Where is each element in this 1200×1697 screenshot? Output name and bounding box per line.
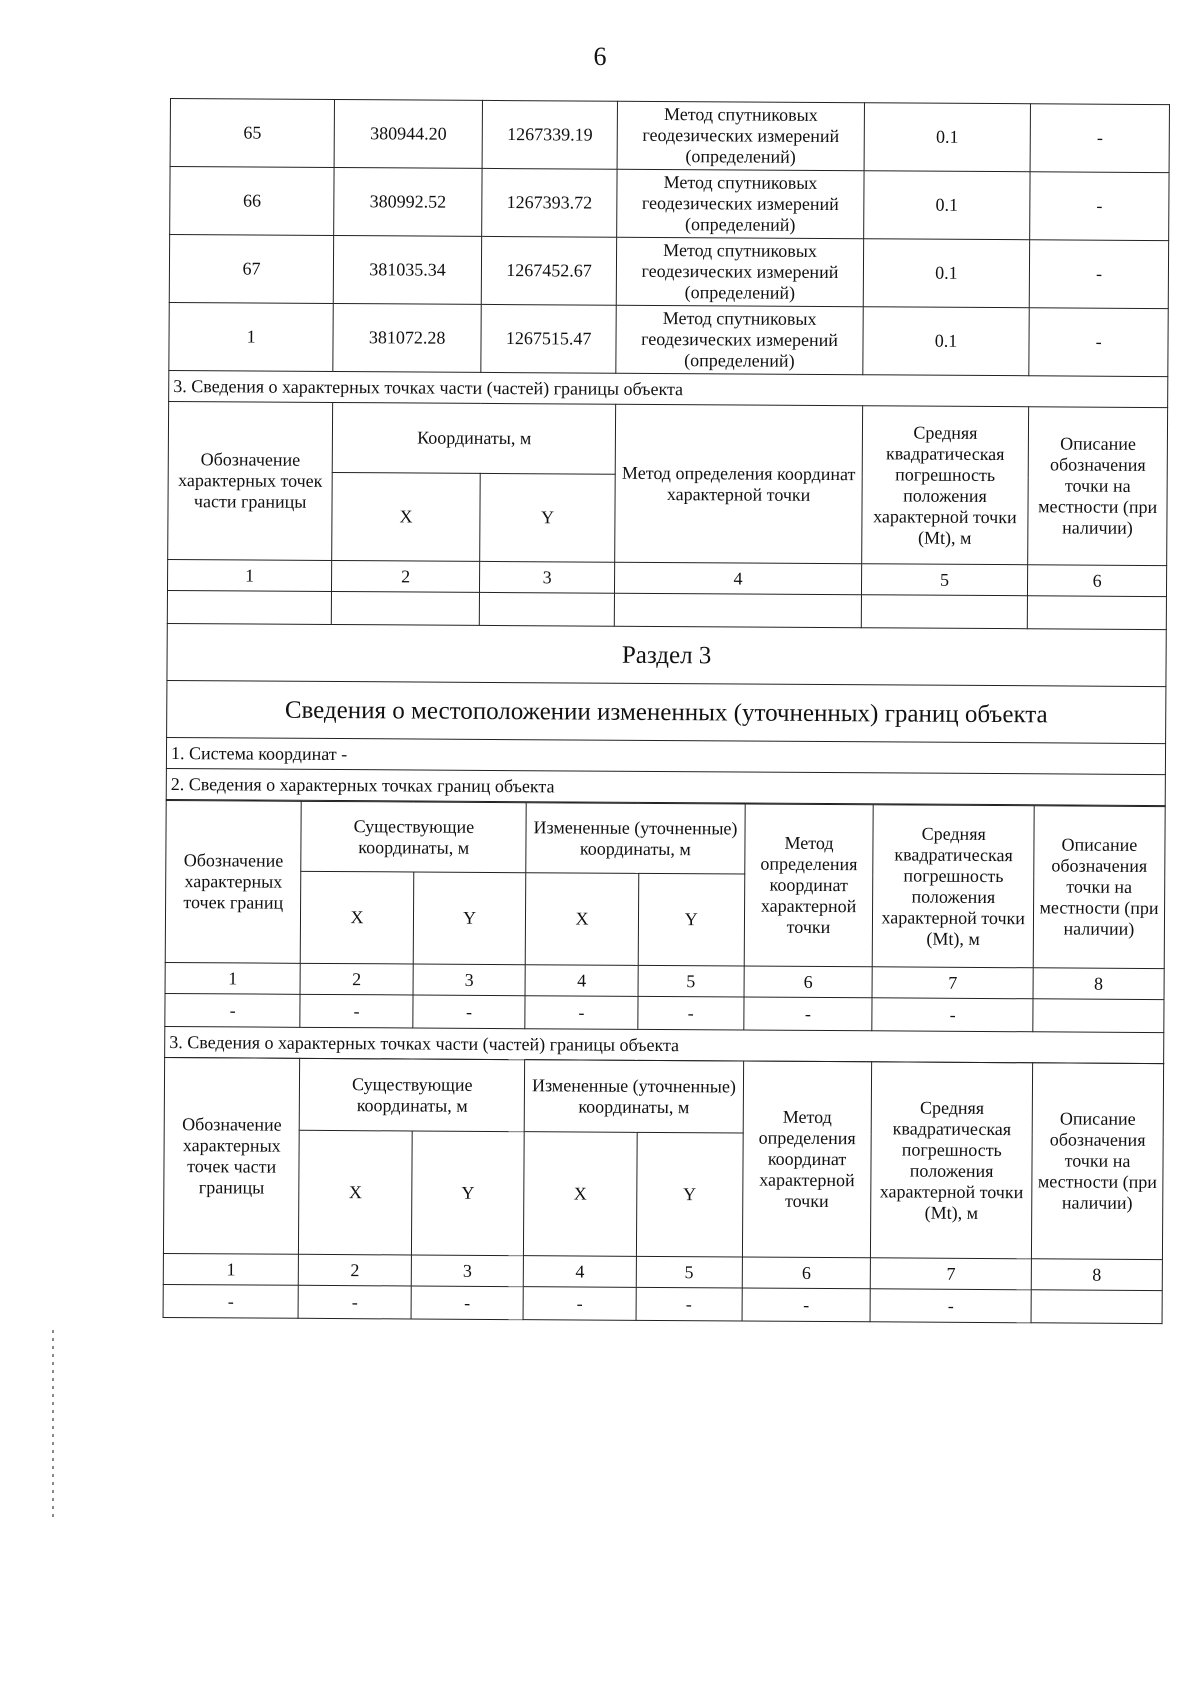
column-number: 1 — [163, 1253, 299, 1285]
header-x: X — [301, 871, 414, 964]
cell: - — [638, 996, 744, 1030]
column-number: 4 — [615, 562, 862, 595]
section-subheading-row — [167, 680, 1166, 743]
header-designation: Обозначение характерных точек части границы — [163, 1057, 300, 1254]
table-row — [163, 1284, 1162, 1323]
coord-x: 381035.34 — [334, 236, 482, 305]
empty-cell — [861, 595, 1028, 629]
method: Метод спутниковых геодезических измерений (определений) — [617, 237, 864, 307]
cell: - — [163, 1284, 299, 1318]
header-y: Y — [636, 1132, 743, 1257]
coord-y: 1267452.67 — [481, 236, 617, 305]
header-designation: Обозначение характерных точек границ — [165, 800, 301, 963]
header-existing-coords: Существующие координаты, м — [300, 1058, 525, 1131]
header-x: X — [524, 1132, 637, 1257]
coord-system: 1. Система координат - — [166, 737, 1165, 774]
cell: - — [300, 994, 413, 1028]
mt-value: 0.1 — [863, 307, 1030, 376]
header-description: Описание обозначения точки на местности (при наличии) — [1031, 1063, 1163, 1260]
header-method: Метод определения координат характерной точки — [615, 404, 862, 564]
column-number: 6 — [744, 966, 873, 998]
cell: - — [298, 1285, 411, 1319]
column-number: 4 — [524, 1256, 637, 1288]
document-sheet — [163, 98, 1170, 1324]
header-x: X — [526, 873, 639, 966]
description: - — [1030, 104, 1169, 173]
table-row — [170, 167, 1169, 241]
empty-cell — [615, 593, 862, 628]
scan-edge-mark — [52, 1330, 54, 1520]
coord-y: 1267393.72 — [482, 168, 618, 237]
description: - — [1029, 308, 1168, 377]
cell: - — [872, 998, 1033, 1032]
column-number: 3 — [411, 1255, 524, 1287]
description: - — [1029, 240, 1168, 309]
column-number: 7 — [872, 967, 1033, 999]
mt-value: 0.1 — [863, 171, 1030, 240]
header-description: Описание обозначения точки на местности (при наличии) — [1033, 806, 1165, 969]
point-id: 1 — [169, 302, 334, 371]
section3-heading — [166, 624, 1167, 806]
table-row — [167, 590, 1166, 629]
cell: - — [636, 1287, 742, 1321]
cell: - — [871, 1289, 1032, 1323]
method: Метод спутниковых геодезических измерений (определений) — [616, 305, 863, 375]
table-row — [170, 99, 1169, 173]
cell — [1031, 1290, 1162, 1324]
table-row — [169, 302, 1168, 376]
section-title: 3. Сведения о характерных точках части (частей) границы объекта — [165, 1026, 1164, 1063]
point-id: 65 — [170, 99, 335, 168]
header-x: X — [332, 472, 480, 561]
column-number: 6 — [1028, 565, 1167, 597]
cell: - — [743, 997, 872, 1031]
cell: - — [411, 1286, 524, 1320]
header-coords: Координаты, м — [332, 403, 615, 475]
header-row — [168, 401, 1167, 477]
cell: - — [523, 1287, 636, 1321]
column-number: 3 — [479, 561, 615, 593]
column-number: 5 — [638, 965, 744, 997]
coord-y: 1267515.47 — [481, 304, 617, 373]
column-number: 2 — [300, 963, 413, 995]
cell: - — [165, 993, 301, 1027]
header-y: Y — [413, 872, 526, 965]
header-mt: Средняя квадратическая погрешность положения характерной точки (Mt), м — [871, 1062, 1033, 1259]
section-subheading: Сведения о местоположении измененных (уточненных) границ объекта — [167, 680, 1166, 743]
header-y: Y — [480, 473, 616, 562]
header-x: X — [299, 1130, 412, 1255]
point-id: 66 — [170, 167, 335, 236]
coord-y: 1267339.19 — [482, 100, 618, 169]
column-number: 1 — [165, 962, 301, 994]
column-number: 6 — [742, 1257, 871, 1289]
section-heading-row — [167, 624, 1166, 687]
header-changed-coords: Измененные (уточненные) координаты, м — [526, 803, 745, 874]
coord-x: 380944.20 — [334, 100, 482, 169]
point-id: 67 — [169, 235, 334, 304]
header-description: Описание обозначения точки на местности (при наличии) — [1028, 407, 1168, 566]
mt-value: 0.1 — [863, 239, 1030, 308]
column-number: 5 — [861, 564, 1028, 596]
column-number: 7 — [871, 1258, 1032, 1290]
mt-value: 0.1 — [864, 103, 1031, 172]
table-row — [169, 235, 1168, 309]
empty-cell — [332, 591, 480, 625]
header-method: Метод определения координат характерной точки — [744, 804, 874, 967]
column-number: 3 — [413, 964, 526, 996]
coord-x: 381072.28 — [333, 304, 481, 373]
column-number: 2 — [299, 1254, 412, 1286]
changed-boundary-points-table — [164, 800, 1166, 1064]
section-title: 2. Сведения о характерных точках границ объекта — [166, 768, 1165, 805]
header-y: Y — [411, 1131, 524, 1256]
column-number: 1 — [167, 559, 331, 591]
cell: - — [413, 995, 526, 1029]
cell: - — [742, 1288, 871, 1322]
page-number: 6 — [593, 42, 607, 71]
cell — [1033, 999, 1164, 1033]
header-changed-coords: Измененные (уточненные) координаты, м — [524, 1060, 743, 1133]
column-number: 4 — [525, 965, 638, 997]
description: - — [1030, 172, 1169, 241]
cell: - — [525, 996, 638, 1030]
method: Метод спутниковых геодезических измерений (определений) — [617, 169, 864, 239]
column-number: 8 — [1033, 968, 1164, 1000]
coord-x: 380992.52 — [334, 168, 482, 237]
header-method: Метод определения координат характерной точки — [742, 1061, 872, 1258]
header-existing-coords: Существующие координаты, м — [301, 801, 526, 872]
section-title: 3. Сведения о характерных точках части (частей) границы объекта — [169, 370, 1168, 407]
column-number: 5 — [636, 1256, 742, 1288]
section-heading: Раздел 3 — [167, 624, 1166, 687]
header-row — [166, 800, 1165, 876]
header-mt: Средняя квадратическая погрешность положения характерной точки (Mt), м — [861, 406, 1028, 565]
method: Метод спутниковых геодезических измерений (определений) — [617, 101, 864, 171]
empty-cell — [1027, 596, 1166, 630]
changed-part-boundary-points-table — [163, 1057, 1165, 1324]
header-row — [164, 1057, 1163, 1135]
header-designation: Обозначение характерных точек части границы — [168, 401, 333, 560]
coordinates-table-continuation — [167, 98, 1170, 630]
header-mt: Средняя квадратическая погрешность положения характерной точки (Mt), м — [873, 805, 1034, 968]
column-number: 2 — [332, 560, 480, 592]
empty-cell — [167, 590, 331, 624]
column-number: 8 — [1031, 1259, 1162, 1291]
empty-cell — [479, 592, 615, 626]
header-y: Y — [638, 873, 744, 966]
